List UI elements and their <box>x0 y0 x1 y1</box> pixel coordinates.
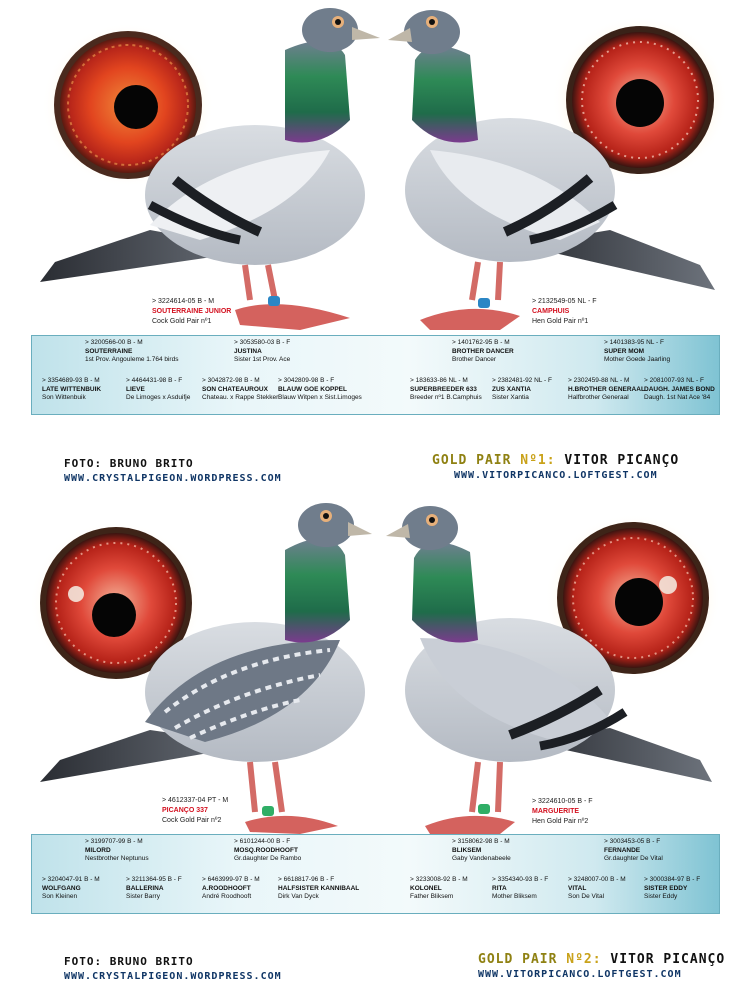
gold-pair-label: GOLD PAIR <box>432 453 512 468</box>
pedigree-entry: > 3053580-03 B - F JUSTINA Sister 1st Prov. Ace <box>234 339 291 363</box>
ring-number: > 2132549-05 NL - F <box>532 298 597 305</box>
bird-name: SOUTERRAINE JUNIOR <box>152 308 232 315</box>
gold-pair-number: Nº2: <box>566 952 602 967</box>
cock-label <box>162 796 228 826</box>
pedigree-entry: > 183633-86 NL - M SUPERBREEDER 633 Breeder nº1 B.Camphuis <box>410 377 482 401</box>
owner-name: VITOR PICANÇO <box>564 453 680 468</box>
bird-description: Cock Gold Pair nº1 <box>152 318 212 325</box>
photo-credit-url[interactable]: WWW.CRYSTALPIGEON.WORDPRESS.COM <box>64 971 282 982</box>
photo-credit-text: FOTO: BRUNO BRITO <box>64 955 194 968</box>
gold-pair-title <box>478 952 725 980</box>
hen-label <box>532 797 593 827</box>
pedigree-entry: > 3204047-91 B - M WOLFGANG Son Kleinen <box>42 876 100 900</box>
pedigree-panel <box>31 335 720 415</box>
pedigree-entry: > 3354689-93 B - M LATE WITTENBUIK Son Wittenbuik <box>42 377 102 401</box>
owner-url[interactable]: WWW.VITORPICANCO.LOFTGEST.COM <box>478 969 682 980</box>
pedigree-panel <box>31 834 720 914</box>
pedigree-entry: > 3233008-92 B - M KOLONEL Father Bliksem <box>410 876 468 900</box>
bird-name: MARGUERITE <box>532 808 580 815</box>
photo-credit <box>64 955 282 982</box>
pedigree-entry: > 2081007-93 NL - F DAUGH. JAMES BOND Daugh. 1st Nat Ace '84 <box>644 377 715 401</box>
pedigree-entry: > 3211364-95 B - F BALLERINA Sister Barry <box>126 876 182 900</box>
pedigree-entry: > 1401762-95 B - M BROTHER DANCER Brother Dancer <box>452 339 514 363</box>
photo-credit-url[interactable]: WWW.CRYSTALPIGEON.WORDPRESS.COM <box>64 473 282 484</box>
bird-name: PICANÇO 337 <box>162 807 208 814</box>
ring-number: > 4612337-04 PT - M <box>162 797 229 804</box>
pedigree-entry: > 3000384-97 B - F SISTER EDDY Sister Eddy <box>644 876 701 900</box>
gold-pair-title <box>432 453 679 481</box>
hen-label <box>532 297 597 327</box>
cock-label <box>152 297 231 327</box>
bird-description: Hen Gold Pair nº2 <box>532 818 589 825</box>
pedigree-entry: > 3158062-98 B - M BLIKSEM Gaby Vandenabeele <box>452 838 511 862</box>
pedigree-entry: > 1401383-95 NL - F SUPER MOM Mother Goede Jaarling <box>604 339 671 363</box>
pedigree-entry: > 6463999-97 B - M A.ROODHOOFT André Roodhooft <box>202 876 260 900</box>
bird-description: Hen Gold Pair nº1 <box>532 318 589 325</box>
pedigree-entry: > 3200566-00 B - M SOUTERRAINE 1st Prov. Angouleme 1.764 birds <box>85 339 179 363</box>
pedigree-entry: > 4464431-98 B - F LIEVE De Limoges x Asduifje <box>126 377 191 401</box>
pedigree-entry: > 3042809-98 B - F BLAUW GOE KOPPEL Blauw Witpen x Sist.Limoges <box>278 377 362 401</box>
pedigree-entry: > 3199707-99 B - M MILORD Nestbrother Neptunus <box>85 838 149 862</box>
pedigree-entry: > 3003453-05 B - F FERNANDE Gr.daughter De Vital <box>604 838 663 862</box>
bird-description: Cock Gold Pair nº2 <box>162 817 222 824</box>
ring-number: > 3224610-05 B - F <box>532 798 593 805</box>
pedigree-entry: > 6101244-00 B - F MOSQ.ROODHOOFT Gr.daughter De Rambo <box>234 838 302 862</box>
pedigree-entry: > 3042872-98 B - M SON CHATEAUROUX Chateau. x Rappe Stekker <box>202 377 279 401</box>
photo-credit-text: FOTO: BRUNO BRITO <box>64 457 194 470</box>
owner-name: VITOR PICANÇO <box>610 952 726 967</box>
pedigree-entry: > 2382481-92 NL - F ZUS XANTIA Sister Xantia <box>492 377 552 401</box>
gold-pair-label: GOLD PAIR <box>478 952 558 967</box>
pedigree-entry: > 3248007-00 B - M VITAL Son De Vital <box>568 876 626 900</box>
owner-url[interactable]: WWW.VITORPICANCO.LOFTGEST.COM <box>454 470 658 481</box>
ring-number: > 3224614-05 B - M <box>152 298 215 305</box>
gold-pair-number: Nº1: <box>520 453 556 468</box>
pedigree-entry: > 3354340-93 B - F RITA Mother Bliksem <box>492 876 549 900</box>
bird-name: CAMPHUIS <box>532 308 570 315</box>
pedigree-entry: > 2302459-88 NL - M H.BROTHER GENERAAL Halfbrother Generaal <box>568 377 645 401</box>
photo-credit <box>64 457 282 484</box>
pedigree-entry: > 6618817-96 B - F HALFSISTER KANNIBAAL Dirk Van Dyck <box>278 876 360 900</box>
